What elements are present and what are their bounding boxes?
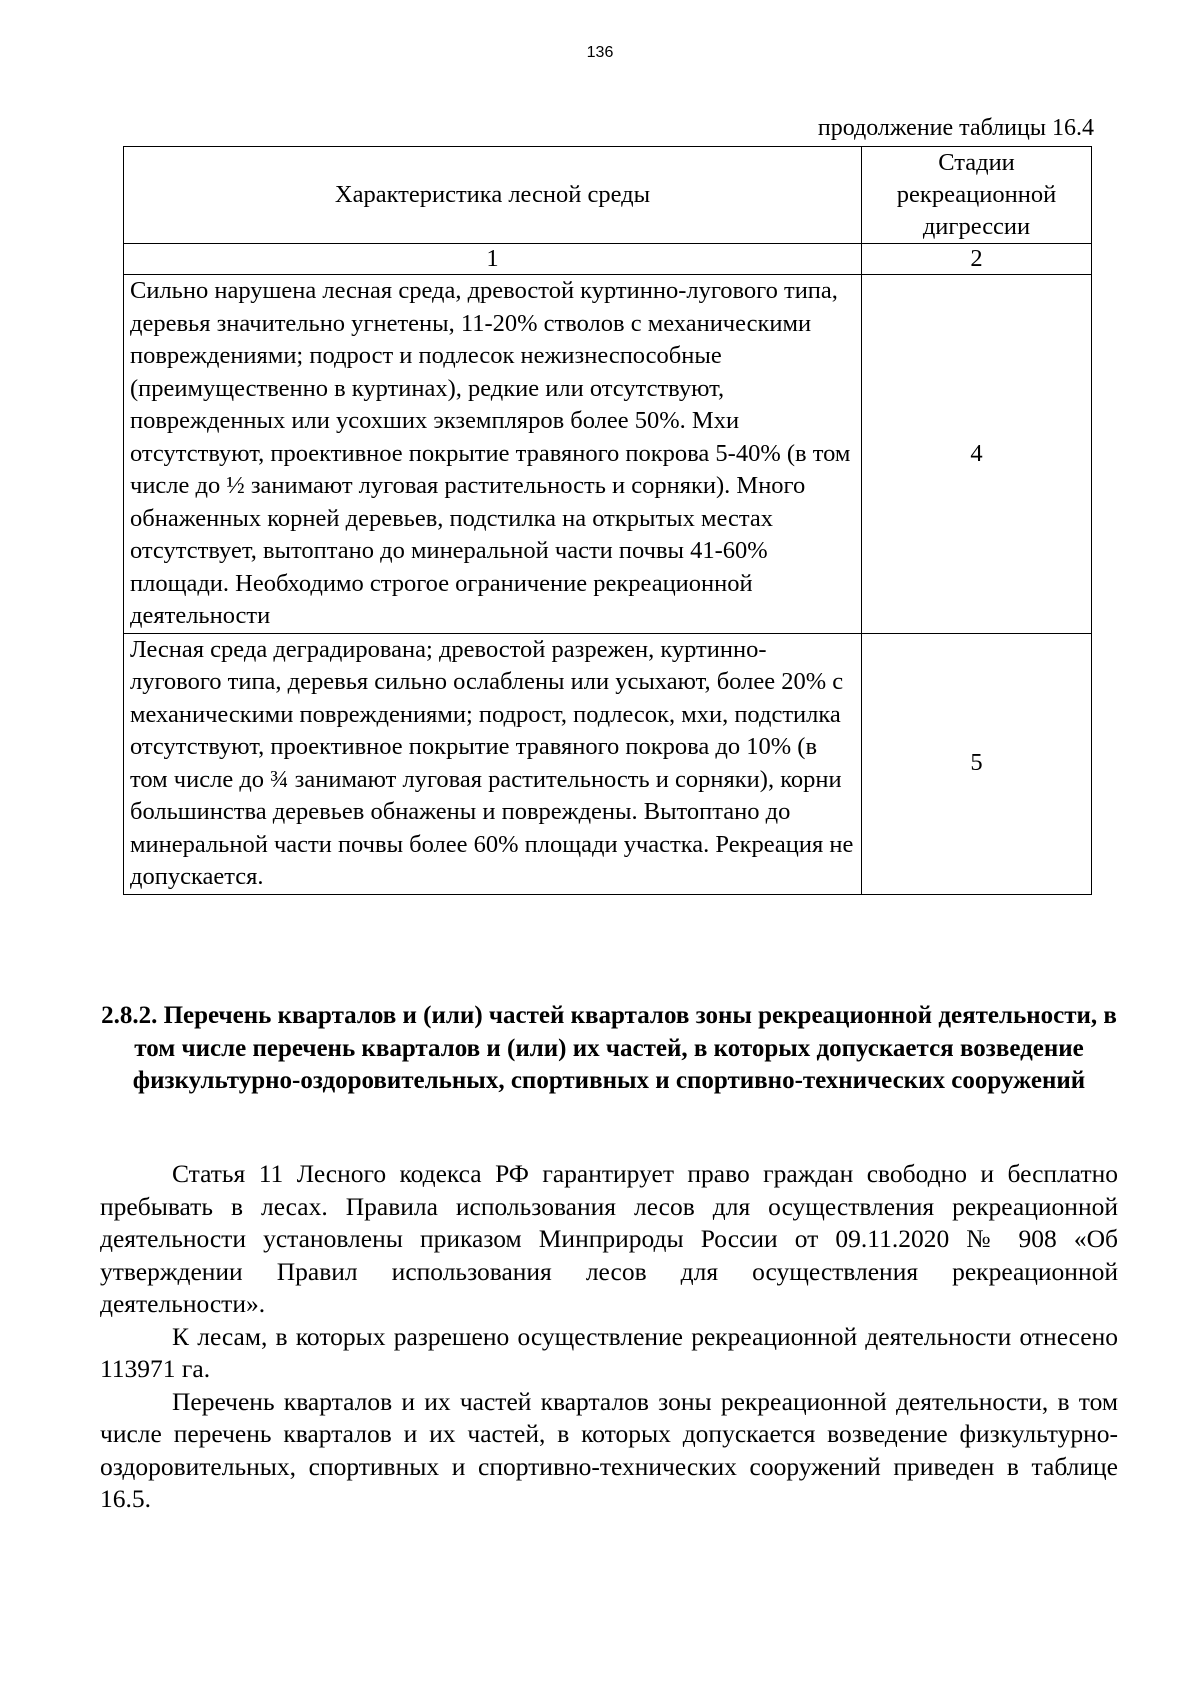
table-row — [124, 275, 1092, 634]
paragraph: К лесам, в которых разрешено осуществление рекреационной деятельности отнесено 113971 га. — [100, 1321, 1118, 1383]
table-header-row — [124, 147, 1092, 244]
table-caption: продолжение таблицы 16.4 — [817, 115, 1094, 141]
paragraph: Перечень кварталов и их частей кварталов зоны рекреационной деятельности, в том числе перечень кварталов и их частей, в которых допускается возведение физкультурно-оздоровительных, спортивных и спортивно-технических сооружений приведен в таблице 16.5. — [100, 1386, 1118, 1513]
section-heading: 2.8.2. Перечень кварталов и (или) частей кварталов зоны рекреационной деятельности, в том числе перечень кварталов и (или) их частей, в которых допускается возведение физкультурно-оздоровительных, спортивных и спортивно-технических сооружений — [101, 1002, 1117, 1094]
page-number: 136 — [586, 44, 614, 61]
header-digression-stages: Стадии рекреационной дигрессии — [862, 147, 1092, 244]
row-description: Сильно нарушена лесная среда, древостой куртинно-лугового типа, деревья значительно угнетены, 11-20% стволов с механическими повреждениями; подрост и подлесок нежизнеспособные (преимущественно в куртинах), редкие или отсутствуют, поврежденных или усохших экземпляров более 50%. Мхи отсутствуют, проективное покрытие травяного покрова 5-40% (в том числе до ½ занимают луговая растительность и сорняки). Много обнаженных корней деревьев, подстилка на открытых местах отсутствует, вытоптано до минеральной части почвы 41-60% площади. Необходимо строгое ограничение рекреационной деятельности — [124, 275, 862, 634]
body-text — [100, 1158, 1118, 1516]
row-description: Лесная среда деградирована; древостой разрежен, куртинно-лугового типа, деревья сильно ослаблены или усыхают, более 20% с механическими повреждениями; подрост, подлесок, мхи, подстилка отсутствуют, проективное покрытие травяного покрова до 10% (в том числе до ¾ занимают луговая растительность и сорняки), корни большинства деревьев обнажены и повреждены. Вытоптано до минеральной части почвы более 60% площади участка. Рекреация не допускается. — [124, 633, 862, 894]
forest-environment-table — [123, 146, 1092, 895]
header-characteristic: Характеристика лесной среды — [124, 147, 862, 244]
column-number-2: 2 — [862, 244, 1092, 275]
column-number-row — [124, 244, 1092, 275]
paragraph: Статья 11 Лесного кодекса РФ гарантирует право граждан свободно и бесплатно пребывать в лесах. Правила использования лесов для осуществления рекреационной деятельности установлены приказом Минприроды России от 09.11.2020 № 908 «Об утверждении Правил использования лесов для осуществления рекреационной деятельности». — [100, 1159, 1118, 1318]
table-row — [124, 633, 1092, 894]
row-stage: 4 — [862, 275, 1092, 634]
column-number-1: 1 — [124, 244, 862, 275]
row-stage: 5 — [862, 633, 1092, 894]
